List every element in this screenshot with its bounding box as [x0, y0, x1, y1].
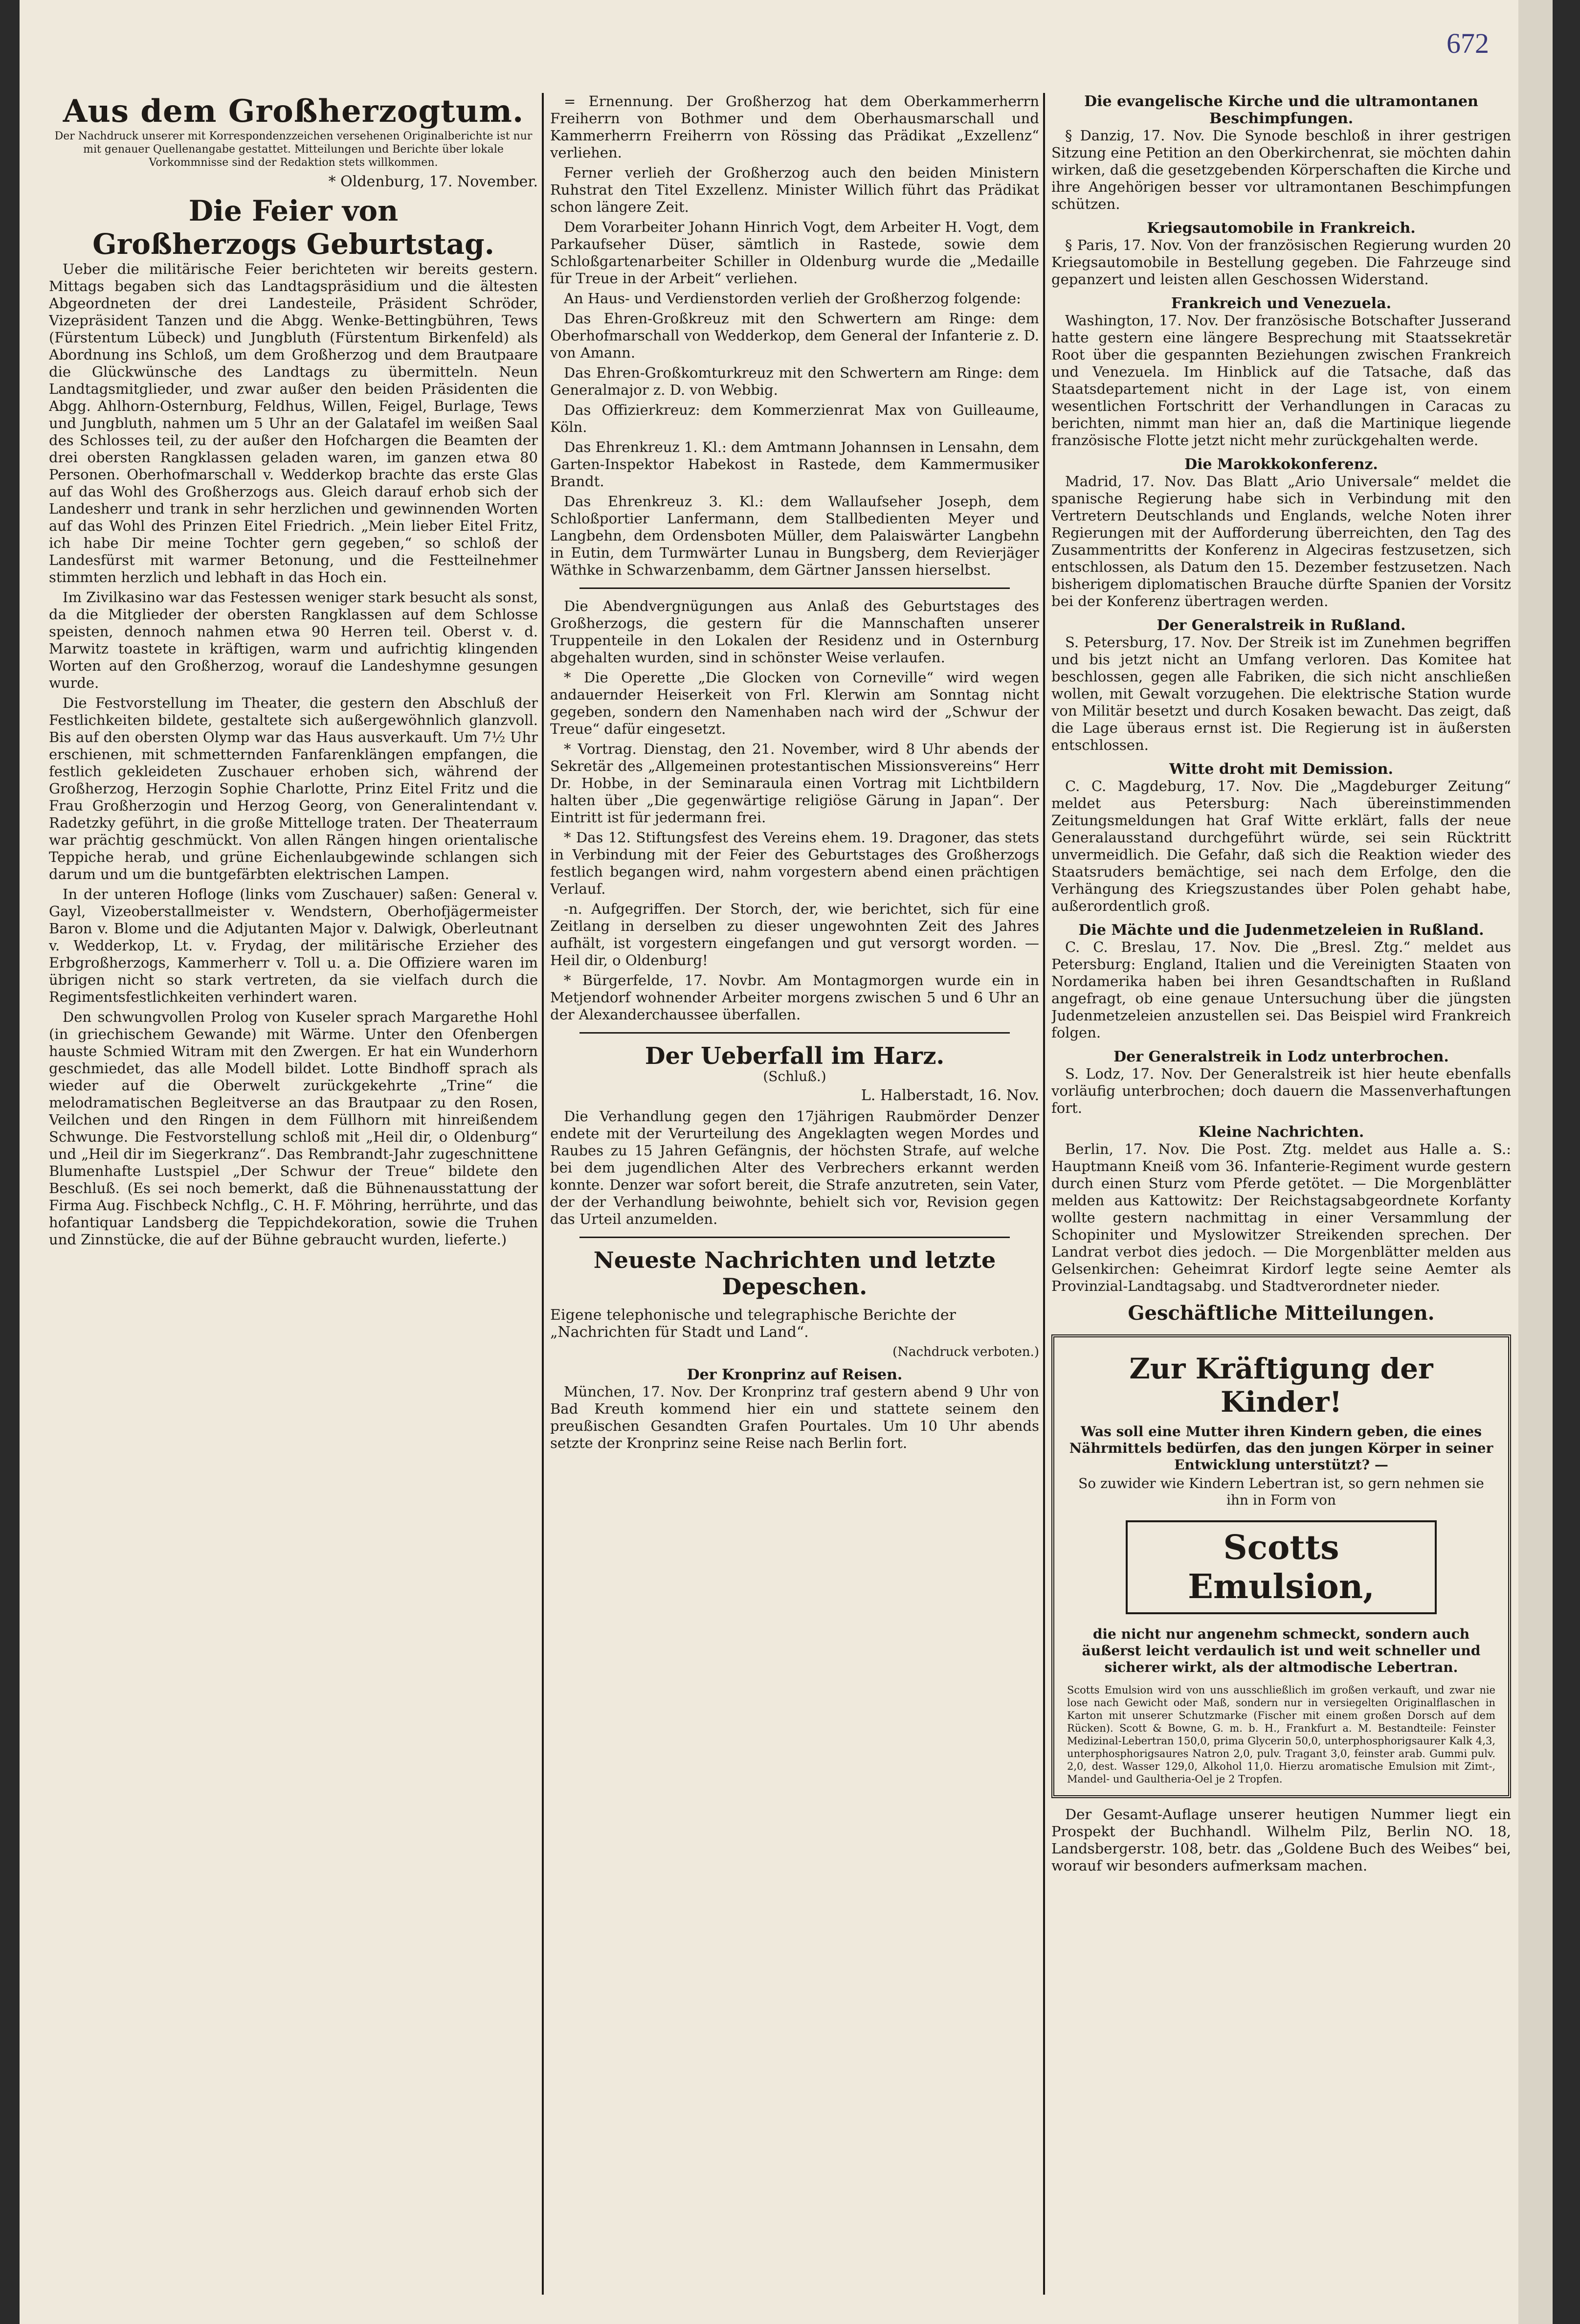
paragraph: Ferner verlieh der Großherzog auch den beiden Ministern Ruhstrat den Titel Exzellenz. Minister Willich führt das Prädikat schon längere Zeit. [550, 164, 1039, 215]
paragraph: § Danzig, 17. Nov. Die Synode beschloß in ihrer gestrigen Sitzung eine Petition an den Oberkirchenrat, sie möchten dahin wirken, daß die gesetzgebenden Körperschaften die Kirche und ihre Angehörigen besser vor ultramontanen Beschimpfungen schützen. [1051, 127, 1511, 212]
krieg-title: Kriegsautomobile in Frankreich. [1147, 220, 1416, 237]
separator [579, 1237, 1010, 1238]
ad-text: So zuwider wie Kindern Lebertran ist, so gern nehmen sie ihn in Form von [1078, 1475, 1484, 1508]
advertisement [1051, 1334, 1511, 1798]
paragraph: * Die Operette „Die Glocken von Corneville“ wird wegen andauernder Heiserkeit von Frl. Klerwin am Sonntag nicht gegeben, sondern den Namenhaben nach wird der „Schwur der Treue“ dafür eingesetzt. [550, 669, 1039, 737]
column-rule [1043, 93, 1045, 2295]
kirche-title: Die evangelische Kirche und die ultramontanen Beschimpfungen. [1084, 93, 1478, 127]
column-3 [1051, 93, 1511, 2300]
paragraph: Das Ehrenkreuz 1. Kl.: dem Amtmann Johannsen in Lensahn, dem Garten-Inspektor Habekost in Rastede, dem Kammermusiker Brandt. [550, 439, 1039, 490]
kronprinz-title: Der Kronprinz auf Reisen. [687, 1366, 903, 1383]
article-title: Die Feier von [188, 194, 399, 227]
section-title: Aus dem Großherzogtum. [63, 93, 524, 130]
lodz-title: Der Generalstreik in Lodz unterbrochen. [1113, 1048, 1449, 1065]
paragraph: * Vortrag. Dienstag, den 21. November, wird 8 Uhr abends der Sekretär des „Allgemeinen protestantischen Missionsvereins“ Herr Dr. Hobbe, in der Seminaraula einen Vortrag mit Lichtbildern halten über „Die gegenwärtige religiöse Gärung in Japan“. Der Eintritt ist für jedermann frei. [550, 741, 1039, 826]
paragraph: S. Lodz, 17. Nov. Der Generalstreik ist hier heute ebenfalls vorläufig unterbrochen; doch dauern die Massenverhaftungen fort. [1051, 1065, 1511, 1116]
news-title: Neueste Nachrichten und letzte Depeschen. [593, 1247, 996, 1300]
paragraph: München, 17. Nov. Der Kronprinz traf gestern abend 9 Uhr von Bad Kreuth kommend hier ein und stattete seinem den preußischen Gesandten Grafen Pourtales. Um 10 Uhr abends setzte der Kronprinz seine Reise nach Berlin fort. [550, 1383, 1039, 1451]
geschaeft-title: Geschäftliche Mitteilungen. [1128, 1302, 1435, 1325]
paragraph: S. Petersburg, 17. Nov. Der Streik ist im Zunehmen begriffen und bis jetzt nicht an Umfang verloren. Das Komitee hat beschlossen, gegen alle Fabriken, die sich nicht anschließen wollen, mit Gewalt vorzugehen. Die elektrische Station wurde von Militär besetzt und durch Kosaken bewacht. Das zeigt, daß die Lage überaus ernst ist. Die Regierung ist in äußersten entschlossen. [1051, 634, 1511, 753]
paragraph: Die Abendvergnügungen aus Anlaß des Geburtstages des Großherzogs, die gestern für die Mannschaften unserer Truppenteile in den Lokalen der Residenz und in Osternburg abgehalten wurden, sind in schönster Weise verlaufen. [550, 598, 1039, 666]
closing-note: Der Gesamt-Auflage unserer heutigen Nummer liegt ein Prospekt der Buchhandl. Wilhelm Pilz, Berlin NO. 18, Landsbergerstr. 108, betr. das „Goldene Buch des Weibes“ bei, worauf wir besonders aufmerksam machen. [1051, 1806, 1511, 1874]
newspaper-page [20, 0, 1553, 2324]
harz-title: Der Ueberfall im Harz. [645, 1042, 945, 1070]
ad-title: Zur Kräftigung der Kinder! [1129, 1352, 1433, 1419]
news-subtitle: Eigene telephonische und telegraphische Berichte der „Nachrichten für Stadt und Land“. [550, 1307, 956, 1341]
column-1 [49, 93, 538, 2300]
paragraph: -n. Aufgegriffen. Der Storch, der, wie berichtet, sich für eine Zeitlang in derselben zu dieser ungewohnten Zeit des Jahres aufhält, ist vorgestern eingefangen und gut versorgt worden. — Heil dir, o Oldenburg! [550, 901, 1039, 969]
ad-text: Was soll eine Mutter ihren Kindern geben, die eines Nährmittels bedürfen, das den jungen Körper in seiner Entwicklung unterstützt? — [1069, 1423, 1493, 1473]
separator [579, 1032, 1010, 1034]
separator [579, 587, 1010, 589]
paragraph: * Das 12. Stiftungsfest des Vereins ehem. 19. Dragoner, das stets in Verbindung mit der Feier des Geburtstages des Großherzogs festlich begangen wird, nahm vorgestern abend einen prächtigen Verlauf. [550, 829, 1039, 897]
column-2 [550, 93, 1039, 2300]
paragraph: Madrid, 17. Nov. Das Blatt „Ario Universale“ meldet die spanische Regierung habe sich in Verbindung mit den Vertretern Deutschlands und Englands, welche Noten ihrer Regierungen mit der Aufforderung überreichten, den Tag des Zusammentritts der Konferenz in Algeciras festzusetzen, sich entschlossen, als Datum den 15. Dezember festzusetzen. Nach bisherigem diplomatischen Brauche dürfte Spanien der Vorsitz bei der Konferenz übertragen werden. [1051, 473, 1511, 609]
kleine-title: Kleine Nachrichten. [1198, 1124, 1364, 1141]
paragraph: * Bürgerfelde, 17. Novbr. Am Montagmorgen wurde ein in Metjendorf wohnender Arbeiter morgens zwischen 5 und 6 Uhr an der Alexanderchaussee überfallen. [550, 972, 1039, 1023]
harz-sub: (Schluß.) [763, 1068, 826, 1084]
dateline: * Oldenburg, 17. November. [328, 173, 538, 190]
paragraph: § Paris, 17. Nov. Von der französischen Regierung wurden 20 Kriegsautomobile in Bestellung gegeben. Die Fahrzeuge sind gepanzert und leisten allen Geschossen Widerstand. [1051, 237, 1511, 288]
paragraph: = Ernennung. Der Großherzog hat dem Oberkammerherrn Freiherrn von Bothmer und dem Oberhausmarschall und Kammerherrn Freiherrn von Rössing das Prädikat „Exzellenz“ verliehen. [550, 93, 1039, 161]
generalstreik-title: Der Generalstreik in Rußland. [1157, 617, 1406, 634]
paragraph: Das Offizierkreuz: dem Kommerzienrat Max von Guilleaume, Köln. [550, 402, 1039, 435]
paragraph: Das Ehrenkreuz 3. Kl.: dem Wallaufseher Joseph, dem Schloßportier Lanfermann, dem Stallbedienten Meyer und Langbehn, dem Ordensboten Müller, dem Palaiswärter Langbehn in Eutin, dem Turmwärter Lunau in Bungsberg, dem Revierjäger Wäthke in Schwarzenbamm, dem Gärtner Janssen hierselbst. [550, 493, 1039, 578]
paragraph: C. C. Magdeburg, 17. Nov. Die „Magdeburger Zeitung“ meldet aus Petersburg: Nach übereinstimmenden Zeitungsmeldungen hat Graf Witte erklärt, falls der neue Generalausstand durchgeführt würde, sei sein Rücktritt unvermeidlich. Die Gefahr, daß sich die Reaktion wieder des Staatsruders bemächtige, sei nach dem Erfolge, den die Verhängung des Kriegszustandes über Polen gehabt habe, außerordentlich groß. [1051, 778, 1511, 914]
paragraph: In der unteren Hofloge (links vom Zuschauer) saßen: General v. Gayl, Vizeoberstallmeister v. Wendstern, Oberhofjägermeister Baron v. Blome und die Adjutanten Major v. Dalwigk, Oberleutnant v. Wedderkop, Lt. v. Frydag, der militärische Erzieher des Erbgroßherzogs, Kammerherr v. Toll u. a. Die Offiziere waren im übrigen nicht so stark vertreten, da sie vielfach durch die Regimentsfestlichkeiten verhindert waren. [49, 886, 538, 1005]
paragraph: C. C. Breslau, 17. Nov. Die „Bresl. Ztg.“ meldet aus Petersburg: England, Italien und die Vereinigten Staaten von Nordamerika haben bei ihren Gesandtschaften in Rußland angefragt, ob eine genaue Untersuchung über die jüngsten Judenmetzeleien anzustellen sei. Das Beispiel wird Frankreich folgen. [1051, 939, 1511, 1041]
reprint-note: (Nachdruck verboten.) [892, 1345, 1039, 1359]
paragraph: Ueber die militärische Feier berichteten wir bereits gestern. Mittags begaben sich das Landtagspräsidium und die ältesten Abgeordneten der drei Landesteile, Präsident Schröder, Vizepräsident Tanzen und die Abgg. Wenke-Bettingbühren, Tews (Fürstentum Lübeck) und Jungbluth (Fürstentum Birkenfeld) als Abordnung ins Schloß, um dem Großherzog und dem Brautpaare die Glückwünsche des Landtags zu übermitteln. Neun Landtagsmitglieder, und zwar außer den beiden Präsidenten die Abgg. Ahlhorn-Osternburg, Feldhus, Willen, Feigel, Burlage, Tews und Jungbluth, nahmen um 5 Uhr an der Galatafel im weißen Saal des Schlosses teil, zu der außer den Hofchargen die Beamten der drei obersten Rangklassen geladen waren, im ganzen etwa 80 Personen. Oberhofmarschall v. Wedderkop brachte das erste Glas auf das Wohl des Großherzogs aus. Gleich darauf erhob sich der Landesherr und trank in sehr herzlichen und gewinnenden Worten auf das Wohl des Prinzen Eitel Friedrich. „Mein lieber Eitel Fritz, ich habe Dir meine Tochter gern gegeben,“ so schloß der Landesfürst mit warmer Betonung, und die Festteilnehmer stimmten herzlich und lebhaft in das Hoch ein. [49, 261, 538, 586]
page-edge [1518, 0, 1553, 2324]
column-rule [542, 93, 544, 2295]
reprint-note: Der Nachdruck unserer mit Korrespondenzzeichen versehenen Originalberichte ist nur mit genauer Quellenangabe gestattet. Mitteilungen und Berichte über lokale Vorkommnisse sind der Redaktion stets willkommen. [54, 130, 533, 169]
article-subtitle: Großherzogs Geburtstag. [92, 227, 494, 261]
paragraph: Die Festvorstellung im Theater, die gestern den Abschluß der Festlichkeiten bildete, gestaltete sich außergewöhnlich glanzvoll. Bis auf den obersten Olymp war das Haus ausverkauft. Um 7½ Uhr erschienen, mit schmetternden Fanfarenklängen empfangen, die festlich gekleideten Zuschauer erhoben sich, während der Großherzog, Herzogin Sophie Charlotte, Prinz Eitel Fritz und die Frau Großherzogin und Herzog Georg, von Generalintendant v. Radetzky geführt, in die große Mittelloge traten. Der Theaterraum war prächtig geschmückt. Von allen Rängen hingen orientalische Teppiche herab, und grüne Eichenlaubgewinde schlangen sich darum und um die buntgefärbten elektrischen Lampen. [49, 695, 538, 882]
paragraph: Berlin, 17. Nov. Die Post. Ztg. meldet aus Halle a. S.: Hauptmann Kneiß vom 36. Infanterie-Regiment wurde gestern durch einen Sturz vom Pferde getötet. — Die Morgenblätter melden aus Kattowitz: Der Reichstagsabgeordnete Korfanty wollte gestern nachmittag in einer Versammlung der Schopiniter und Myslowitzer Streikenden sprechen. Der Landrat verbot dies jedoch. — Die Morgenblätter melden aus Gelsenkirchen: Geheimrat Kirdorf legte seine Aemter als Provinzial-Landtagsabg. und Stadtverordneter nieder. [1051, 1141, 1511, 1294]
witte-title: Witte droht mit Demission. [1169, 761, 1393, 778]
paragraph: Den schwungvollen Prolog von Kuseler sprach Margarethe Hohl (in griechischem Gewande) mit Wärme. Unter den Ofenbergen hauste Schmied Witram mit den Zwergen. Er hat ein Wunderhorn geschmiedet, das alle Modell bildet. Lotte Bindhoff sprach als wieder auf die Oberwelt zurückgekehrte „Trine“ die melodramatischen Begleitverse an das Brautpaar zu den Rosen, Veilchen und den Ringen in dem Füllhorn mit hinreißendem Schwunge. Die Festvorstellung schloß mit „Heil dir, o Oldenburg“ und „Heil dir im Siegerkranz“. Das Rembrandt-Jahr zugeschnittene Blumenhafte Lustspiel „Der Schwur der Treue“ bildete den Beschluß. (Es sei noch bemerkt, daß die Bühnenausstattung der Firma Aug. Fischbeck Nchflg., C. H. F. Möhring, herrührte, und das hofantiquar Landsberg die Teppichdekoration, sowie die Truhen und Zinnstücke, die auf der Bühne gebraucht wurden, lieferte.) [49, 1009, 538, 1248]
paragraph: Das Ehren-Großkreuz mit den Schwertern am Ringe: dem Oberhofmarschall von Wedderkop, dem General der Infanterie z. D. von Amann. [550, 310, 1039, 361]
paragraph: Die Verhandlung gegen den 17jährigen Raubmörder Denzer endete mit der Verurteilung des Angeklagten wegen Mordes und Raubes zu 15 Jahren Gefängnis, der höchsten Strafe, auf welche bei dem jugendlichen Alter des Verbrechers erkannt werden konnte. Denzer war sofort bereit, die Strafe anzutreten, sein Vater, der der Verhandlung beiwohnte, behielt sich vor, Revision gegen das Urteil anzumelden. [550, 1108, 1039, 1227]
paragraph: Das Ehren-Großkomturkreuz mit den Schwertern am Ringe: dem Generalmajor z. D. von Webbig. [550, 364, 1039, 398]
paragraph: Dem Vorarbeiter Johann Hinrich Vogt, dem Arbeiter H. Vogt, dem Parkaufseher Düser, sämtlich in Rastede, sowie dem Schloßgartenarbeiter Schiller in Oldenburg wurde die „Medaille für Treue in der Arbeit“ verliehen. [550, 219, 1039, 287]
venezuela-title: Frankreich und Venezuela. [1171, 295, 1392, 312]
maechte-title: Die Mächte und die Judenmetzeleien in Rußland. [1078, 922, 1484, 939]
paragraph: Im Zivilkasino war das Festessen weniger stark besucht als sonst, da die Mitglieder der obersten Rangklassen auf dem Schlosse speisten, dennoch nahmen etwa 90 Herren teil. Oberst v. d. Marwitz toastete in kräftigen, warm und aufrichtig klingenden Worten auf den Großherzog, worauf die Landeshymne gesungen wurde. [49, 589, 538, 691]
marokko-title: Die Marokkokonferenz. [1184, 456, 1378, 473]
paragraph: An Haus- und Verdienstorden verlieh der Großherzog folgende: [564, 290, 1021, 307]
ad-product: Scotts Emulsion, [1126, 1520, 1437, 1614]
page-number: 672 [1446, 27, 1489, 59]
ad-fine-print: Scotts Emulsion wird von uns ausschließlich im großen verkauft, und zwar nie lose nach Gewicht oder Maß, sondern nur in versiegelten Originalflaschen in Karton mit unserer Schutzmarke (Fischer mit einem großen Dorsch auf dem Rücken). Scott & Bowne, G. m. b. H., Frankfurt a. M. Bestandteile: Feinster Medizinal-Lebertran 150,0, prima Glycerin 50,0, unterphosphorigsaurer Kalk 4,3, unterphosphorigsaures Natron 2,0, pulv. Tragant 3,0, feinster arab. Gummi pulv. 2,0, dest. Wasser 129,0, Alkohol 11,0. Hierzu aromatische Emulsion mit Zimt-, Mandel- und Gaultheria-Oel je 2 Tropfen. [1067, 1684, 1495, 1785]
ad-text: die nicht nur angenehm schmeckt, sondern auch äußerst leicht verdaulich ist und weit schneller und sicherer wirkt, als der altmodische Lebertran. [1082, 1626, 1481, 1675]
harz-dateline: L. Halberstadt, 16. Nov. [861, 1087, 1039, 1104]
paragraph: Washington, 17. Nov. Der französische Botschafter Jusserand hatte gestern eine längere Besprechung mit Staatssekretär Root über die gespannten Beziehungen zwischen Frankreich und Venezuela. Im Hinblick auf die Tatsache, daß das Staatsdepartement nicht in der Lage ist, von einem wesentlichen Fortschritt der Verhandlungen in Caracas zu berichten, nimmt man hier an, daß die Martinique liegende französische Flotte jetzt nicht mehr zurückgehalten werde. [1051, 312, 1511, 449]
